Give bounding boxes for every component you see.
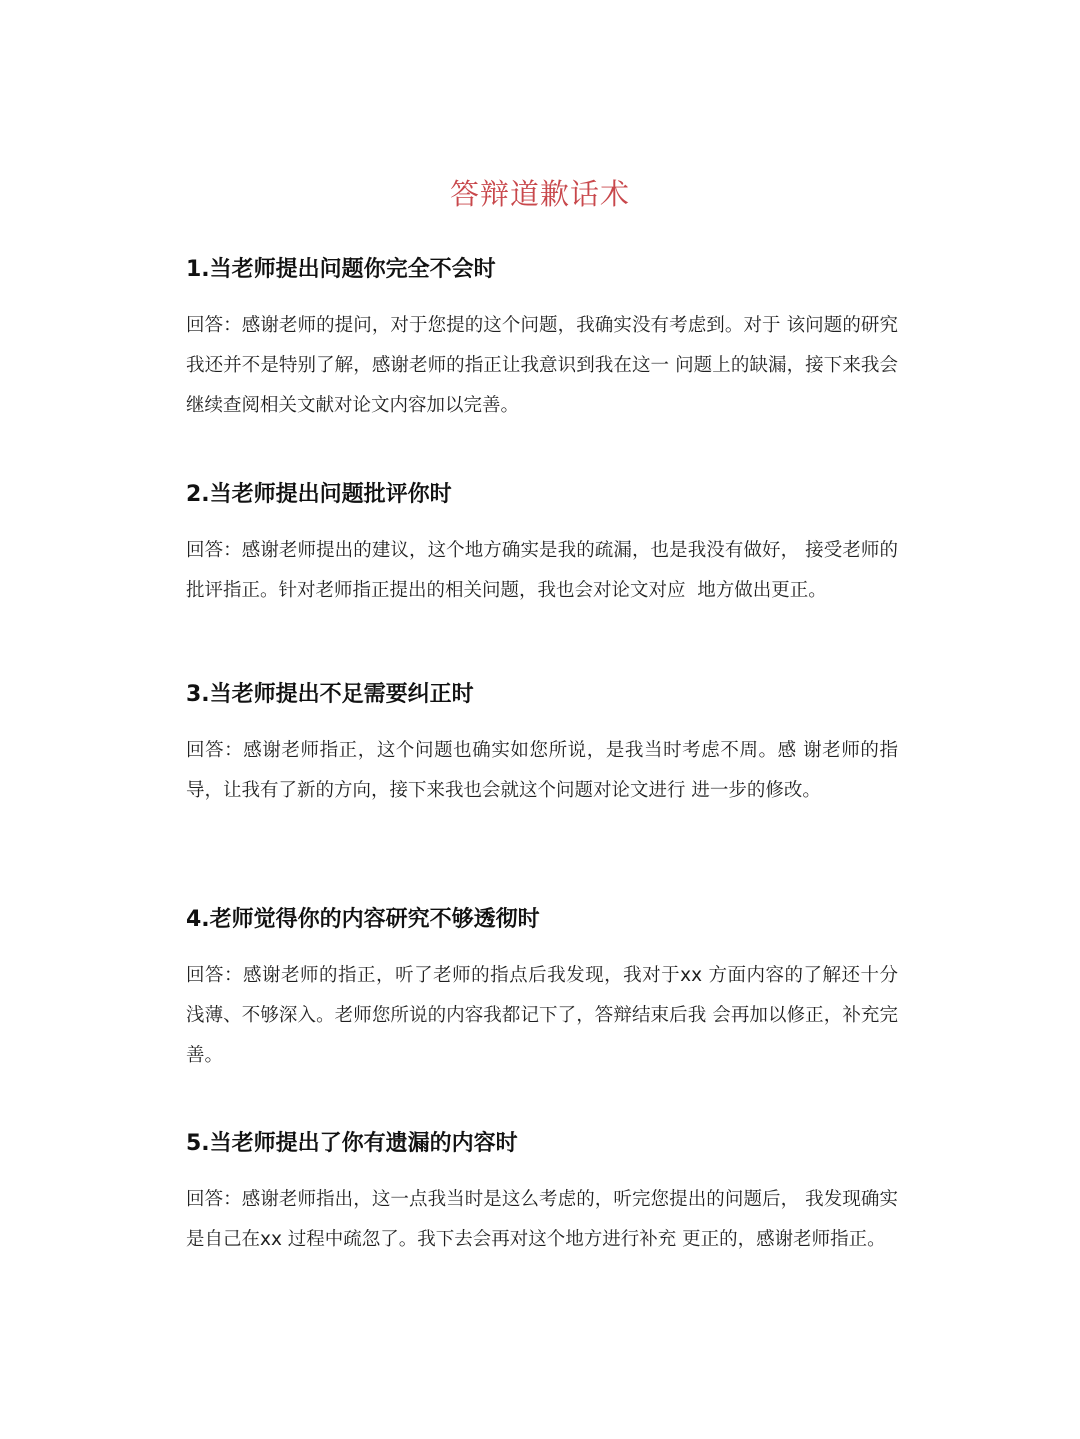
section-answer: 回答：感谢老师提出的建议，这个地方确实是我的疏漏，也是我没有做好， 接受老师的批评指正。针对老师指正提出的相关问题，我也会对论文对应 地方做出更正。 — [186, 540, 898, 601]
section-2 — [186, 479, 898, 611]
document-title: 答辩道歉话术 — [449, 177, 630, 211]
section-answer: 回答：感谢老师指出，这一点我当时是这么考虑的，听完您提出的问题后， 我发现确实是自己在xx 过程中疏忽了。我下去会再对这个地方进行补充 更正的，感谢老师指正。 — [186, 1189, 898, 1250]
section-heading: 4.老师觉得你的内容研究不够透彻时 — [186, 907, 540, 932]
section-heading: 3.当老师提出不足需要纠正时 — [186, 682, 474, 707]
section-answer: 回答：感谢老师的提问，对于您提的这个问题，我确实没有考虑到。对于 该问题的研究我还并不是特别了解，感谢老师的指正让我意识到我在这一 问题上的缺漏，接下来我会继续查阅相关文献对论文内容加以完善。 — [186, 315, 898, 416]
section-3 — [186, 679, 898, 811]
section-5 — [186, 1128, 898, 1260]
section-answer: 回答：感谢老师指正，这个问题也确实如您所说，是我当时考虑不周。感 谢老师的指导，让我有了新的方向，接下来我也会就这个问题对论文进行 进一步的修改。 — [186, 740, 898, 801]
section-heading: 2.当老师提出问题批评你时 — [186, 482, 452, 507]
section-answer: 回答：感谢老师的指正，听了老师的指点后我发现，我对于xx 方面内容的了解还十分浅薄、不够深入。老师您所说的内容我都记下了，答辩结束后我 会再加以修正，补充完善。 — [186, 965, 898, 1066]
section-1 — [186, 254, 898, 426]
section-heading: 5.当老师提出了你有遗漏的内容时 — [186, 1131, 518, 1156]
section-4 — [186, 904, 898, 1076]
section-heading: 1.当老师提出问题你完全不会时 — [186, 257, 496, 282]
